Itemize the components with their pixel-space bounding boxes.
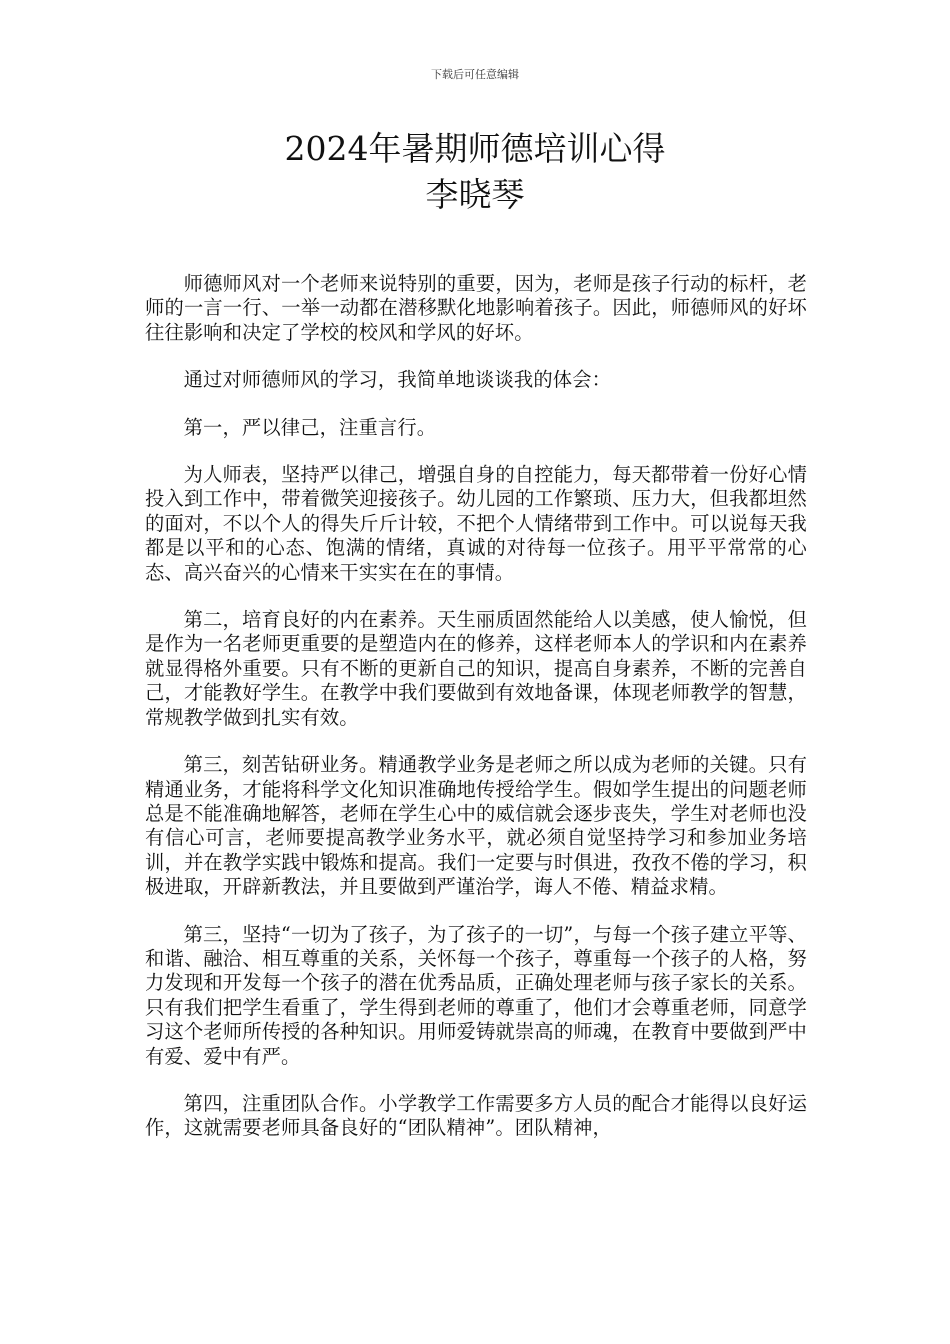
document-author: 李晓琴 — [425, 175, 525, 214]
paragraph: 第一，严以律己，注重言行。 — [183, 415, 437, 439]
paragraph: 师德师风对一个老师来说特别的重要，因为，老师是孩子行动的标杆，老师的一言一行、一举一动都在潜移默化地影响着孩子。因此，师德师风的好坏往往影响和决定了学校的校风和学风的好坏。 — [145, 272, 807, 344]
title-block — [0, 126, 950, 218]
document-body — [145, 272, 807, 1164]
header-note: 下载后可任意编辑 — [431, 68, 519, 81]
document-title: 2024年暑期师德培训心得 — [284, 129, 666, 168]
paragraph: 第三，刻苦钻研业务。精通教学业务是老师之所以成为老师的关键。只有精通业务，才能将科学文化知识准确地传授给学生。假如学生提出的问题老师总是不能准确地解答，老师在学生心中的威信就会逐步丧失，学生对老师也没有信心可言，老师要提高教学业务水平，就必须自觉坚持学习和参加业务培训，并在教学实践中锻炼和提高。我们一定要与时俱进，孜孜不倦的学习，积极进取，开辟新教法，并且要做到严谨治学，诲人不倦、精益求精。 — [145, 753, 807, 899]
paragraph: 通过对师德师风的学习，我简单地谈谈我的体会： — [183, 368, 612, 392]
paragraph: 第四，注重团队合作。小学教学工作需要多方人员的配合才能得以良好运作，这就需要老师具备良好的“团队精神”。团队精神， — [145, 1091, 807, 1140]
paragraph: 为人师表，坚持严以律己，增强自身的自控能力，每天都带着一份好心情投入到工作中，带着微笑迎接孩子。幼儿园的工作繁琐、压力大，但我都坦然的面对，不以个人的得失斤斤计较，不把个人情绪带到工作中。可以说每天我都是以平和的心态、饱满的情绪，真诚的对待每一位孩子。用平平常常的心态、高兴奋兴的心情来干实实在在的事情。 — [145, 463, 807, 584]
paragraph: 第二，培育良好的内在素养。天生丽质固然能给人以美感，使人愉悦，但是作为一名老师更重要的是塑造内在的修养，这样老师本人的学识和内在素养就显得格外重要。只有不断的更新自己的知识，提高自身素养，不断的完善自己，才能教好学生。在教学中我们要做到有效地备课，体现老师教学的智慧，常规教学做到扎实有效。 — [145, 608, 807, 729]
paragraph: 第三，坚持“一切为了孩子，为了孩子的一切”，与每一个孩子建立平等、和谐、融洽、相互尊重的关系，关怀每一个孩子，尊重每一个孩子的人格，努力发现和开发每一个孩子的潜在优秀品质，正确处理老师与孩子家长的关系。只有我们把学生看重了，学生得到老师的尊重了，他们才会尊重老师，同意学习这个老师所传授的各种知识。用师爱铸就崇高的师魂，在教育中要做到严中有爱、爱中有严。 — [145, 922, 807, 1068]
